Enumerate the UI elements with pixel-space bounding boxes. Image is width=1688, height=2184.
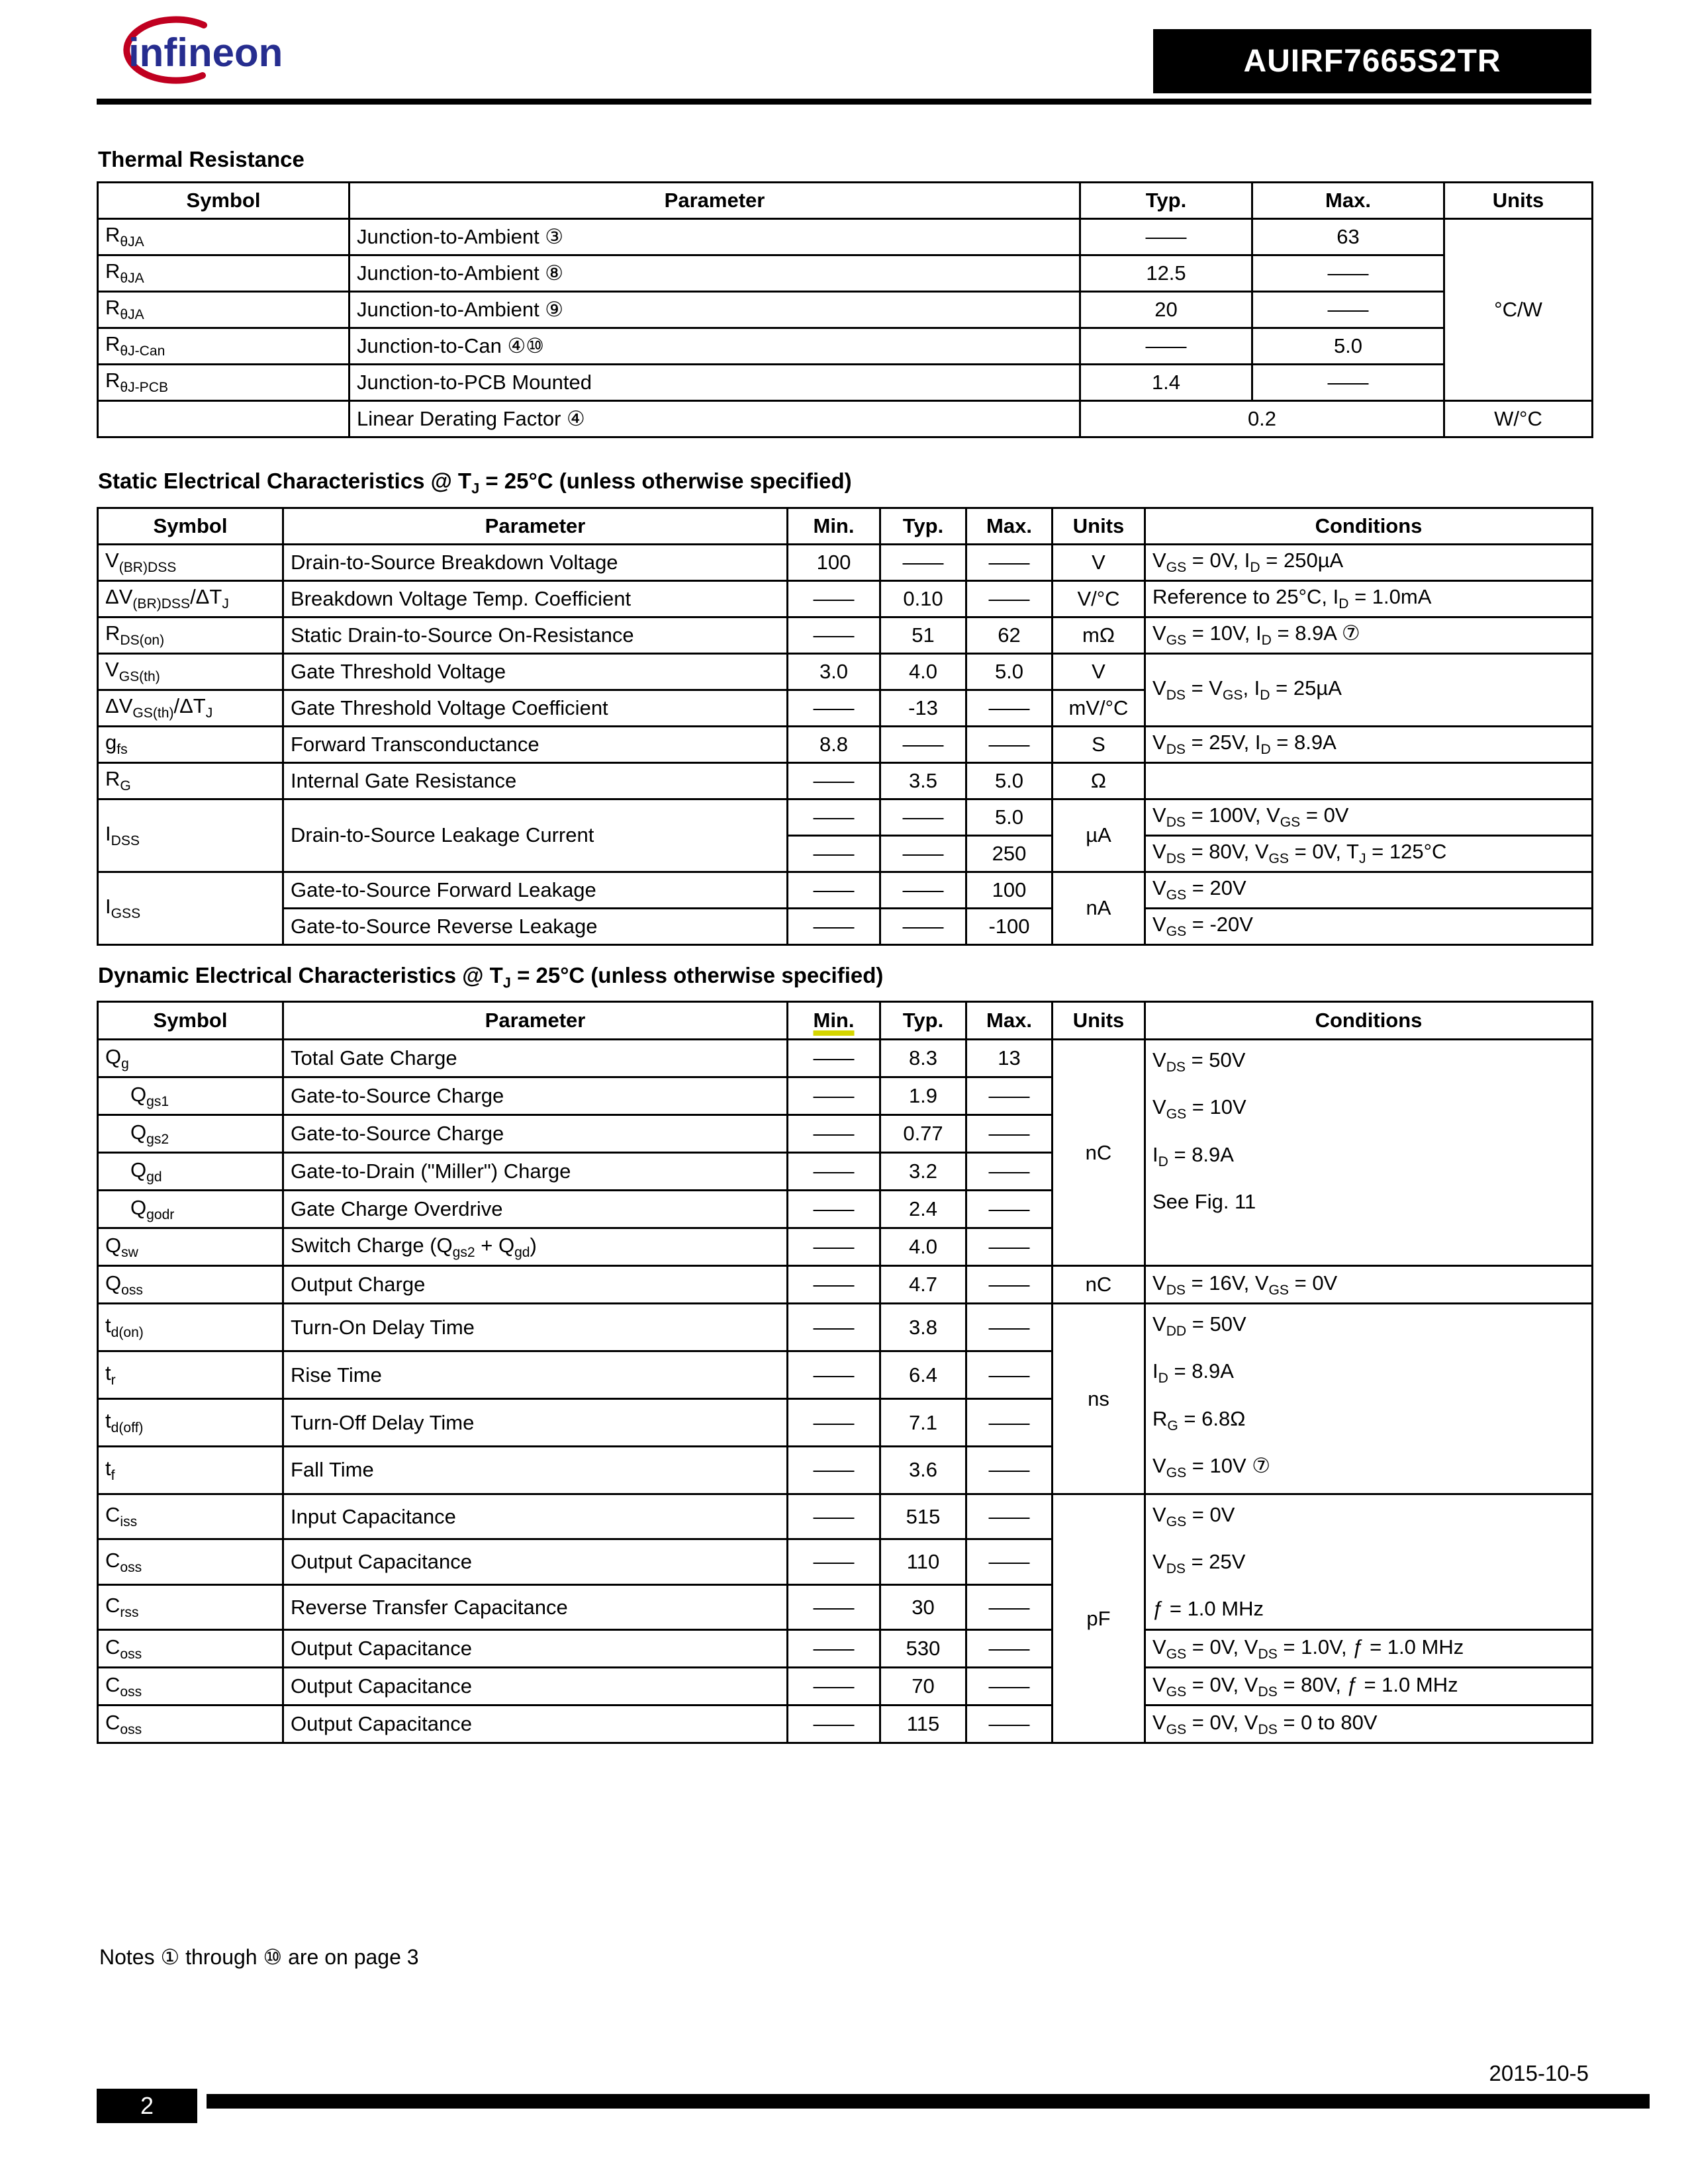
- table-cell: ——: [788, 1399, 880, 1447]
- table-cell: ——: [880, 835, 966, 872]
- table-cell: Output Charge: [283, 1266, 788, 1304]
- table-cell: 100: [966, 872, 1053, 908]
- header-rule: [97, 99, 1591, 105]
- table-cell: [98, 401, 350, 437]
- table-cell: Junction-to-Ambient ⑧: [350, 255, 1080, 292]
- table-cell: $t_{d(on)}$: [98, 1304, 283, 1351]
- table-cell: Output Capacitance: [283, 1668, 788, 1706]
- table-cell: ——: [966, 1191, 1053, 1228]
- table-cell: ——: [966, 1077, 1053, 1115]
- table-cell: $V_{DS} = 80V$, $V_{GS} = 0V$, $T_J = 125^\circ C$: [1145, 835, 1593, 872]
- table-cell: 1.9: [880, 1077, 966, 1115]
- static-characteristics-table: [97, 507, 1593, 946]
- table-cell: ——: [788, 580, 880, 617]
- column-header-parameter: Parameter: [283, 1002, 788, 1040]
- table-cell: ——: [788, 1266, 880, 1304]
- table-cell: Junction-to-Ambient ③: [350, 219, 1080, 255]
- table-cell: ——: [788, 1304, 880, 1351]
- table-cell: V: [1053, 544, 1145, 580]
- table-cell: $R_{\theta J-PCB}$: [98, 365, 350, 401]
- table-cell: 62: [966, 617, 1053, 653]
- table-cell: $V_{DS} = 100V$, $V_{GS} = 0V$: [1145, 799, 1593, 835]
- table-cell: ——: [966, 544, 1053, 580]
- table-cell: mΩ: [1053, 617, 1145, 653]
- table-cell: 5.0: [966, 762, 1053, 799]
- table-cell: 13: [966, 1040, 1053, 1077]
- table-cell: 5.0: [966, 799, 1053, 835]
- table-cell: $Q_{godr}$: [98, 1191, 283, 1228]
- table-cell: ——: [788, 1539, 880, 1584]
- table-cell: $V_{GS} = 20V$: [1145, 872, 1593, 908]
- column-header-conditions: Conditions: [1145, 1002, 1593, 1040]
- table-cell: ——: [966, 1447, 1053, 1494]
- table-cell: Turn-Off Delay Time: [283, 1399, 788, 1447]
- table-row: [98, 908, 1593, 944]
- footer-date: 2015-10-5: [1489, 2061, 1589, 2085]
- table-cell: $R_{\theta JA}$: [98, 292, 350, 328]
- table-row: [98, 580, 1593, 617]
- table-cell: 70: [880, 1668, 966, 1706]
- table-cell: Output Capacitance: [283, 1539, 788, 1584]
- table-cell: $C_{oss}$: [98, 1539, 283, 1584]
- table-cell: V/°C: [1053, 580, 1145, 617]
- table-cell: ——: [788, 1447, 880, 1494]
- table-cell: ——: [788, 1077, 880, 1115]
- table-cell: $I_{GSS}$: [98, 872, 283, 944]
- column-header-max: Max.: [1252, 183, 1444, 219]
- section-title-static: Static Electrical Characteristics @ $T_J = 25^\circ C$ (unless otherwise specified): [98, 469, 852, 497]
- table-cell: -100: [966, 908, 1053, 944]
- table-cell: 2.4: [880, 1191, 966, 1228]
- table-cell: ——: [880, 726, 966, 762]
- part-number-banner: AUIRF7665S2TR: [1153, 29, 1591, 93]
- table-cell: [1145, 762, 1593, 799]
- table-cell: ——: [966, 1351, 1053, 1399]
- table-cell: $V_{GS} = -20V$: [1145, 908, 1593, 944]
- table-cell: 8.3: [880, 1040, 966, 1077]
- table-cell: $t_r$: [98, 1351, 283, 1399]
- table-cell: ——: [966, 1266, 1053, 1304]
- table-cell: $V_{DD} = 50V$ $I_D = 8.9A$ $R_G = 6.8\Omega$ $V_{GS} = 10V$ ⑦: [1145, 1304, 1593, 1494]
- table-cell: $V_{DS} = 50V$ $V_{GS} = 10V$ $I_D = 8.9A$ See Fig. 11: [1145, 1040, 1593, 1266]
- table-cell: S: [1053, 726, 1145, 762]
- table-cell: $Q_{gs2}$: [98, 1115, 283, 1153]
- table-cell: 4.0: [880, 1228, 966, 1266]
- table-cell: Forward Transconductance: [283, 726, 788, 762]
- table-row: [98, 365, 1593, 401]
- table-cell: $V_{GS} = 10V$, $I_D = 8.9A$ ⑦: [1145, 617, 1593, 653]
- table-cell: $C_{iss}$: [98, 1494, 283, 1539]
- table-cell: Drain-to-Source Breakdown Voltage: [283, 544, 788, 580]
- table-cell: Linear Derating Factor ④: [350, 401, 1080, 437]
- table-cell: ——: [966, 726, 1053, 762]
- table-cell: 7.1: [880, 1399, 966, 1447]
- table-cell: Internal Gate Resistance: [283, 762, 788, 799]
- table-cell: 5.0: [1252, 328, 1444, 365]
- table-cell: 4.0: [880, 653, 966, 690]
- table-row: [98, 219, 1593, 255]
- table-cell: ——: [880, 872, 966, 908]
- table-cell: ——: [788, 1191, 880, 1228]
- table-cell: ——: [788, 799, 880, 835]
- table-cell: $\Delta V_{(BR)DSS}/\Delta T_J$: [98, 580, 283, 617]
- dynamic-characteristics-table: [97, 1001, 1593, 1744]
- footer-bar: [207, 2094, 1650, 2109]
- table-cell: Static Drain-to-Source On-Resistance: [283, 617, 788, 653]
- table-cell: ——: [966, 690, 1053, 726]
- table-cell: ——: [966, 1399, 1053, 1447]
- table-row: [98, 1304, 1593, 1351]
- table-cell: 20: [1080, 292, 1252, 328]
- table-cell: $R_{DS(on)}$: [98, 617, 283, 653]
- notes-line: Notes ① through ⑩ are on page 3: [99, 1945, 419, 1969]
- table-cell: 6.4: [880, 1351, 966, 1399]
- table-cell: ——: [966, 1304, 1053, 1351]
- table-cell: -13: [880, 690, 966, 726]
- table-row: [98, 1494, 1593, 1539]
- table-cell: Rise Time: [283, 1351, 788, 1399]
- table-cell: ——: [788, 908, 880, 944]
- table-row: [98, 872, 1593, 908]
- table-cell: Gate-to-Source Forward Leakage: [283, 872, 788, 908]
- table-cell: ——: [966, 1494, 1053, 1539]
- table-cell: Switch Charge $(Q_{gs2} + Q_{gd})$: [283, 1228, 788, 1266]
- table-cell: ——: [1252, 365, 1444, 401]
- table-cell: mV/°C: [1053, 690, 1145, 726]
- table-cell: ——: [880, 799, 966, 835]
- table-cell: nA: [1053, 872, 1145, 944]
- table-cell: 515: [880, 1494, 966, 1539]
- table-cell: ——: [788, 762, 880, 799]
- table-cell: $V_{DS} = 16V$, $V_{GS} = 0V$: [1145, 1266, 1593, 1304]
- table-cell: µA: [1053, 799, 1145, 872]
- table-cell: Turn-On Delay Time: [283, 1304, 788, 1351]
- column-header-max: Max.: [966, 1002, 1053, 1040]
- table-cell: ——: [788, 1153, 880, 1191]
- logo-text: infineon: [128, 30, 283, 75]
- table-cell: ——: [966, 1228, 1053, 1266]
- table-cell: ——: [966, 1706, 1053, 1743]
- page-number: 2: [97, 2089, 197, 2123]
- table-cell: Gate-to-Drain ("Miller") Charge: [283, 1153, 788, 1191]
- section-title-thermal: Thermal Resistance: [98, 147, 305, 171]
- table-cell: Breakdown Voltage Temp. Coefficient: [283, 580, 788, 617]
- table-row: [98, 1630, 1593, 1668]
- table-cell: 63: [1252, 219, 1444, 255]
- table-cell: $V_{DS} = 25V$, $I_D = 8.9A$: [1145, 726, 1593, 762]
- table-cell: ——: [788, 1494, 880, 1539]
- table-cell: $t_{d(off)}$: [98, 1399, 283, 1447]
- table-header-row: [98, 508, 1593, 544]
- table-cell: ——: [788, 1668, 880, 1706]
- table-cell: nC: [1053, 1266, 1145, 1304]
- table-cell: 3.5: [880, 762, 966, 799]
- infineon-logo: [103, 13, 342, 93]
- table-cell: $C_{oss}$: [98, 1630, 283, 1668]
- table-cell: $Q_g$: [98, 1040, 283, 1077]
- table-cell: Gate Threshold Voltage: [283, 653, 788, 690]
- table-cell: Gate-to-Source Charge: [283, 1077, 788, 1115]
- column-header-units: Units: [1444, 183, 1593, 219]
- table-cell: 4.7: [880, 1266, 966, 1304]
- table-cell: 530: [880, 1630, 966, 1668]
- table-cell: Gate Threshold Voltage Coefficient: [283, 690, 788, 726]
- table-cell: ——: [788, 1630, 880, 1668]
- table-cell: Reverse Transfer Capacitance: [283, 1584, 788, 1629]
- table-cell: ——: [966, 1115, 1053, 1153]
- table-cell: Junction-to-PCB Mounted: [350, 365, 1080, 401]
- table-cell: ——: [966, 1584, 1053, 1629]
- table-cell: 3.0: [788, 653, 880, 690]
- table-cell: ——: [788, 690, 880, 726]
- table-cell: 110: [880, 1539, 966, 1584]
- table-cell: ——: [1252, 255, 1444, 292]
- column-header-symbol: Symbol: [98, 1002, 283, 1040]
- table-cell: Gate-to-Source Reverse Leakage: [283, 908, 788, 944]
- table-cell: ——: [788, 1706, 880, 1743]
- table-header-row: [98, 183, 1593, 219]
- table-cell: $t_f$: [98, 1447, 283, 1494]
- table-cell: ——: [788, 872, 880, 908]
- column-header-parameter: Parameter: [350, 183, 1080, 219]
- table-row: [98, 617, 1593, 653]
- table-cell: ——: [1080, 328, 1252, 365]
- table-cell: Total Gate Charge: [283, 1040, 788, 1077]
- table-cell: ——: [788, 1115, 880, 1153]
- column-header-max: Max.: [966, 508, 1053, 544]
- table-cell: Ω: [1053, 762, 1145, 799]
- table-cell: ——: [966, 1539, 1053, 1584]
- table-cell: $I_{DSS}$: [98, 799, 283, 872]
- table-row: [98, 799, 1593, 835]
- table-row: [98, 328, 1593, 365]
- table-row: [98, 292, 1593, 328]
- table-row: [98, 1040, 1593, 1077]
- table-cell: Output Capacitance: [283, 1630, 788, 1668]
- column-header-min: Min.: [788, 1002, 880, 1040]
- table-cell: Reference to 25°C, $I_D = 1.0mA$: [1145, 580, 1593, 617]
- table-row: [98, 762, 1593, 799]
- table-cell: Gate-to-Source Charge: [283, 1115, 788, 1153]
- table-cell: $V_{GS(th)}$: [98, 653, 283, 690]
- table-cell: ——: [880, 544, 966, 580]
- table-cell: $R_{\theta J-Can}$: [98, 328, 350, 365]
- table-cell: $C_{rss}$: [98, 1584, 283, 1629]
- table-cell: $C_{oss}$: [98, 1706, 283, 1743]
- table-cell: 30: [880, 1584, 966, 1629]
- table-cell: Input Capacitance: [283, 1494, 788, 1539]
- table-cell: ——: [788, 1040, 880, 1077]
- table-cell: W/°C: [1444, 401, 1593, 437]
- table-cell: 12.5: [1080, 255, 1252, 292]
- table-cell: ——: [1080, 219, 1252, 255]
- table-cell: 250: [966, 835, 1053, 872]
- column-header-parameter: Parameter: [283, 508, 788, 544]
- table-cell: ——: [788, 617, 880, 653]
- table-cell: $R_{\theta JA}$: [98, 255, 350, 292]
- table-cell: $Q_{sw}$: [98, 1228, 283, 1266]
- table-cell: 3.6: [880, 1447, 966, 1494]
- column-header-symbol: Symbol: [98, 508, 283, 544]
- table-cell: 115: [880, 1706, 966, 1743]
- table-cell: $V_{DS} = V_{GS}$, $I_D = 25\mu A$: [1145, 653, 1593, 726]
- table-cell: ns: [1053, 1304, 1145, 1494]
- table-cell: $Q_{oss}$: [98, 1266, 283, 1304]
- table-cell: 8.8: [788, 726, 880, 762]
- table-header-row: [98, 1002, 1593, 1040]
- table-cell: $V_{(BR)DSS}$: [98, 544, 283, 580]
- section-title-dynamic: Dynamic Electrical Characteristics @ $T_J = 25^\circ C$ (unless otherwise specified): [98, 962, 884, 991]
- table-cell: $V_{GS} = 0V$ $V_{DS} = 25V$ ƒ = 1.0 MHz: [1145, 1494, 1593, 1629]
- table-cell: 0.77: [880, 1115, 966, 1153]
- column-header-units: Units: [1053, 1002, 1145, 1040]
- table-cell: 3.2: [880, 1153, 966, 1191]
- table-cell: $V_{GS} = 0V$, $V_{DS} = 0$ to 80V: [1145, 1706, 1593, 1743]
- page-content: [97, 0, 1591, 1969]
- table-cell: ——: [788, 1351, 880, 1399]
- table-cell: Fall Time: [283, 1447, 788, 1494]
- table-cell: $V_{GS} = 0V$, $V_{DS} = 1.0V$, ƒ = 1.0 MHz: [1145, 1630, 1593, 1668]
- table-row: [98, 255, 1593, 292]
- table-cell: ——: [966, 1153, 1053, 1191]
- column-header-min: Min.: [788, 508, 880, 544]
- column-header-symbol: Symbol: [98, 183, 350, 219]
- table-cell: $V_{GS} = 0V$, $I_D = 250\mu A$: [1145, 544, 1593, 580]
- table-cell: Output Capacitance: [283, 1706, 788, 1743]
- table-cell: ——: [966, 580, 1053, 617]
- table-cell: $R_{\theta JA}$: [98, 219, 350, 255]
- table-row: [98, 1668, 1593, 1706]
- column-header-conditions: Conditions: [1145, 508, 1593, 544]
- table-cell: °C/W: [1444, 219, 1593, 401]
- table-cell: Gate Charge Overdrive: [283, 1191, 788, 1228]
- table-cell: ——: [966, 1668, 1053, 1706]
- table-cell: Junction-to-Can ④⑩: [350, 328, 1080, 365]
- table-cell: ——: [788, 1584, 880, 1629]
- table-cell: 0.2: [1080, 401, 1444, 437]
- table-cell: pF: [1053, 1494, 1145, 1743]
- table-cell: Junction-to-Ambient ⑨: [350, 292, 1080, 328]
- table-cell: 3.8: [880, 1304, 966, 1351]
- table-cell: $C_{oss}$: [98, 1668, 283, 1706]
- table-cell: ——: [1252, 292, 1444, 328]
- table-row: [98, 653, 1593, 690]
- table-cell: $V_{GS} = 0V$, $V_{DS} = 80V$, ƒ = 1.0 MHz: [1145, 1668, 1593, 1706]
- table-row: [98, 1706, 1593, 1743]
- table-cell: 51: [880, 617, 966, 653]
- thermal-resistance-table: [97, 181, 1593, 438]
- table-cell: 0.10: [880, 580, 966, 617]
- table-cell: 100: [788, 544, 880, 580]
- table-cell: ——: [788, 1228, 880, 1266]
- column-header-units: Units: [1053, 508, 1145, 544]
- table-cell: 1.4: [1080, 365, 1252, 401]
- table-cell: $R_G$: [98, 762, 283, 799]
- column-header-typ: Typ.: [880, 508, 966, 544]
- table-cell: Drain-to-Source Leakage Current: [283, 799, 788, 872]
- table-cell: nC: [1053, 1040, 1145, 1266]
- table-cell: V: [1053, 653, 1145, 690]
- table-row: [98, 544, 1593, 580]
- table-row: [98, 726, 1593, 762]
- table-cell: ——: [880, 908, 966, 944]
- table-cell: $\Delta V_{GS(th)}/\Delta T_J$: [98, 690, 283, 726]
- table-cell: $g_{fs}$: [98, 726, 283, 762]
- table-cell: ——: [966, 1630, 1053, 1668]
- table-cell: $Q_{gs1}$: [98, 1077, 283, 1115]
- table-cell: 5.0: [966, 653, 1053, 690]
- table-row: [98, 1266, 1593, 1304]
- page-header: [97, 0, 1591, 105]
- column-header-typ: Typ.: [1080, 183, 1252, 219]
- table-cell: $Q_{gd}$: [98, 1153, 283, 1191]
- table-cell: ——: [788, 835, 880, 872]
- column-header-typ: Typ.: [880, 1002, 966, 1040]
- table-row: [98, 401, 1593, 437]
